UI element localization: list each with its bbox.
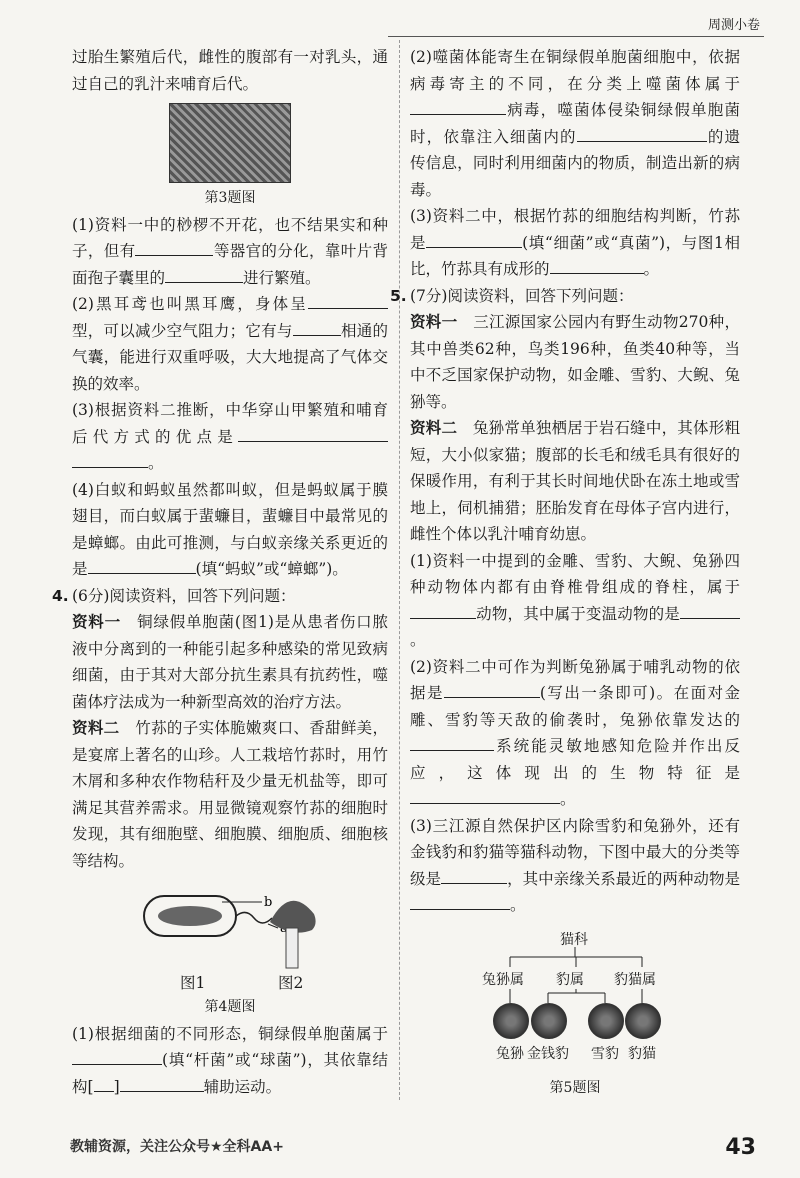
q4-part1: (1)根据细菌的不同形态，铜绿假单胞菌属于(填“杆菌”或“球菌”)，其依靠结构[ ] 辅助运动。 — [72, 1024, 388, 1096]
fig-label-b: b — [264, 895, 273, 910]
q4-part2: (2)噬菌体能寄生在铜绿假单胞菌细胞中，依据病毒寄主的不同，在分类上噬菌体属于病毒，噬菌体侵染铜绿假单胞菌时，依靠注入细菌内的 的遗传信息，同时利用细菌内的物质，制造出新的病毒。 — [410, 48, 740, 199]
q4-part3: (3)资料二中，根据竹荪的细胞结构判断，竹荪是 (填“细菌”或“真菌”)，与图1相比，竹荪具有成形的 。 — [410, 207, 740, 278]
q3-part4: (4)白蚁和蚂蚁虽然都叫蚁，但是蚂蚁属于膜翅目，而白蚁属于蜚蠊目，蜚蠊目中最常见的是蟑螂。由此可推测，与白蚁亲缘关系更近的是 (填“蚂蚁”或“蟑螂”)。 — [72, 480, 388, 578]
species-label: 金钱豹 — [527, 1045, 569, 1062]
fig4-drawings — [72, 882, 388, 970]
genus-label: 兔狲属 — [482, 971, 524, 988]
genus-label: 豹猫属 — [614, 971, 656, 988]
snow-leopard-image — [588, 1003, 624, 1039]
species-label: 豹猫 — [628, 1045, 656, 1062]
q3-part1: (1)资料一中的桫椤不开花，也不结果实和种子，但有 等器官的分化，靠叶片背面孢子囊里的 进行繁殖。 — [72, 215, 388, 287]
answer-blank[interactable] — [680, 602, 740, 619]
q5-material1: 资料一 三江源国家公园内有野生动物270种，其中兽类62种，鸟类196种，鱼类40种等，当中不乏国家保护动物，如金雕、雪豹、大鲵、兔狲等。 — [410, 313, 740, 411]
q5-part2: (2)资料二中可作为判断兔狲属于哺乳动物的依据是 (写出一条即可)。在面对金雕、雪豹等天敌的偷袭时，兔狲依靠发达的系统能灵敏地感知危险并作出反应，这体现出的生物特征是。 — [410, 657, 740, 808]
answer-blank[interactable] — [94, 1075, 114, 1092]
page-number: 43 — [725, 1135, 756, 1160]
fig1-caption: 图1 — [180, 974, 206, 992]
fig3-caption: 第3题图 — [204, 190, 256, 206]
answer-blank[interactable] — [550, 257, 610, 274]
answer-blank[interactable] — [72, 451, 148, 468]
q4-material2: 资料二 竹荪的子实体脆嫩爽口、香甜鲜美，是宴席上著名的山珍。人工栽培竹荪时，用竹木屑和多种农作物秸秆及少量无机盐等，即可满足其营养需求。用显微镜观察竹荪的细胞时发现，其有细胞壁、细胞膜、细胞质、细胞核等结构。 — [72, 719, 388, 870]
answer-blank[interactable] — [308, 292, 388, 309]
q5-stem: 5. (7分)阅读资料，回答下列问题： — [390, 286, 634, 305]
bacterium-drawing — [144, 896, 278, 936]
q3-part2: (2)黑耳鸢也叫黑耳鹰，身体呈型，可以减少空气阻力；它有与 相通的气囊，能进行双重呼吸，大大地提高了气体交换的效率。 — [72, 291, 388, 397]
q5-part1: (1)资料一中提到的金雕、雪豹、大鲵、兔狲四种动物体内都有由脊椎骨组成的脊柱，属于动物，其中属于变温动物的是。 — [410, 551, 740, 649]
genus-label: 豹属 — [556, 971, 584, 988]
answer-blank[interactable] — [441, 867, 507, 884]
answer-blank[interactable] — [410, 893, 510, 910]
fig5-caption: 第5题图 — [549, 1079, 601, 1096]
leopard-cat-image — [625, 1003, 661, 1039]
answer-blank[interactable] — [410, 602, 476, 619]
header-rule — [388, 36, 764, 37]
column-divider — [399, 40, 400, 1100]
answer-blank[interactable] — [72, 1048, 162, 1065]
q5-part3: (3)三江源自然保护区内除雪豹和兔狲外，还有金钱豹和豹猫等猫科动物，下图中最大的分类等级是 ，其中亲缘关系最近的两种动物是。 — [410, 816, 740, 914]
pangolin-photo — [169, 103, 291, 183]
q4-material1: 资料一 铜绿假单胞菌(图1)是从患者伤口脓液中分离到的一种能引起多种感染的常见致病细菌，由于其对大部分抗生素具有抗药性，噬菌体疗法成为一种新型高效的治疗方法。 — [72, 613, 388, 711]
answer-blank[interactable] — [610, 257, 644, 274]
bamboo-fungus-drawing — [270, 901, 316, 968]
answer-blank[interactable] — [238, 425, 388, 442]
fig4-images — [72, 882, 388, 970]
answer-blank[interactable] — [165, 266, 243, 283]
footer-text: 教辅资源，关注公众号★全科AA+ — [70, 1139, 284, 1155]
answer-blank[interactable] — [410, 787, 560, 804]
header-title: 周测小卷 — [707, 18, 760, 33]
q4-stem: 4. (6分)阅读资料，回答下列问题： — [52, 586, 296, 605]
leopard-image — [531, 1003, 567, 1039]
q3-intro: 过胎生繁殖后代，雌性的腹部有一对乳头，通过自己的乳汁来哺育后代。 — [72, 48, 388, 93]
answer-blank[interactable] — [410, 734, 494, 751]
classification-tree — [410, 927, 740, 1075]
answer-blank[interactable] — [410, 98, 506, 115]
q3-part3: (3)根据资料二推断，中华穿山甲繁殖和哺育后代方式的优点是。 — [72, 401, 388, 472]
answer-blank[interactable] — [444, 681, 540, 698]
answer-blank[interactable] — [120, 1075, 204, 1092]
answer-blank[interactable] — [426, 231, 522, 248]
answer-blank[interactable] — [577, 125, 707, 142]
species-label: 兔狲 — [496, 1045, 524, 1062]
answer-blank[interactable] — [135, 239, 213, 256]
fig4-caption: 第4题图 — [204, 999, 256, 1015]
answer-blank[interactable] — [88, 557, 196, 574]
fig4-sublabels — [72, 970, 388, 994]
manul-image — [493, 1003, 529, 1039]
tree-root: 猫科 — [560, 931, 588, 948]
fig2-caption: 图2 — [278, 974, 304, 992]
answer-blank[interactable] — [293, 319, 341, 336]
right-column — [390, 44, 740, 1101]
species-label: 雪豹 — [591, 1045, 619, 1062]
left-column — [52, 44, 388, 1100]
q5-material2: 资料二 兔狲常单独栖居于岩石缝中，其体形粗短，大小似家猫；腹部的长毛和绒毛具有很好的保暖作用，有利于其长时间地伏卧在冻土地或雪地上，伺机捕猎；胚胎发育在母体子宫内进行，雌性个体以乳汁哺育幼崽。 — [410, 419, 740, 543]
